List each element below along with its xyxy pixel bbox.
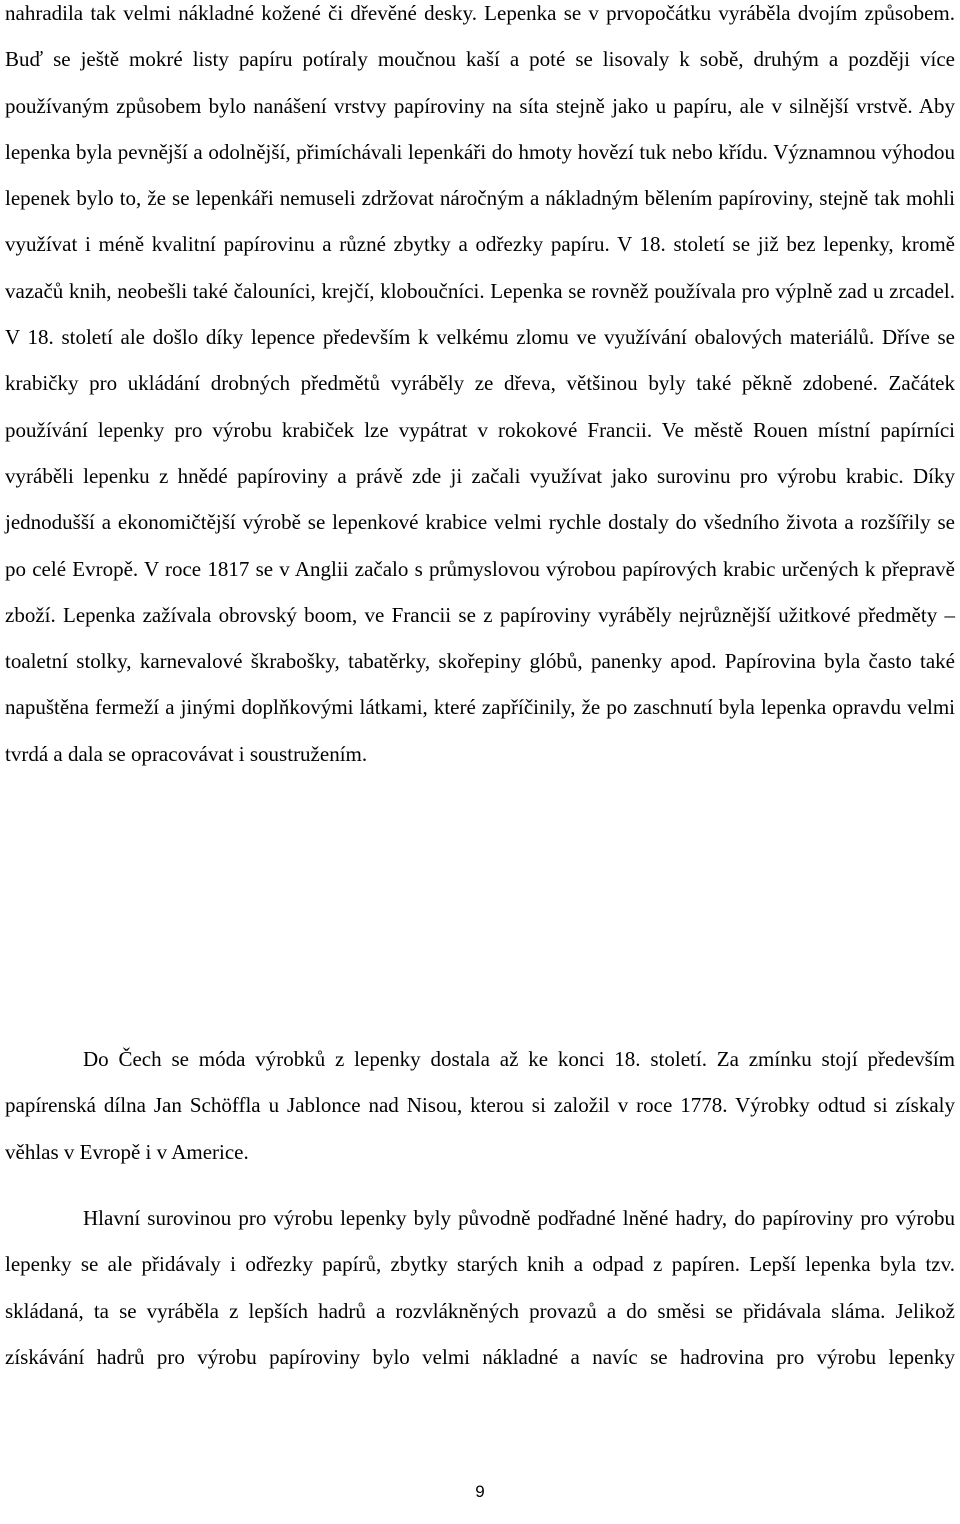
paragraph-raw-materials bbox=[5, 1195, 955, 1380]
paragraph-bohemia bbox=[5, 1036, 955, 1175]
paragraph-text: nahradila tak velmi nákladné kožené či dřevěné desky. Lepenka se v prvopočátku vyráběla dvojím způsobem. Buď se ještě mokré listy papíru potíraly moučnou kaší a poté se lisovaly k sobě, druhým a později více používaným způsobem bylo nanášení vrstvy papíroviny na síta stejně jako u papíru, ale v silnější vrstvě. Aby lepenka byla pevnější a odolnější, přimíchávali lepenkáři do hmoty hovězí tuk nebo křídu. Významnou výhodou lepenek bylo to, že se lepenkáři nemuseli zdržovat náročným a nákladným bělením papíroviny, stejně tak mohli využívat i méně kvalitní papírovinu a různé zbytky a odřezky papíru. V 18. století se již bez lepenky, kromě vazačů knih, neobešli také čalouníci, krejčí, kloboučníci. Lepenka se rovněž používala pro výplně zad u zrcadel. V 18. století ale došlo díky lepence především k velkému zlomu ve využívání obalových materiálů. Dříve se krabičky pro ukládání drobných předmětů vyráběly ze dřeva, většinou byly také pěkně zdobené. Začátek používání lepenky pro výrobu krabiček lze vypátrat v rokokové Francii. Ve městě Rouen místní papírníci vyráběli lepenku z hnědé papíroviny a právě zde ji začali využívat jako surovinu pro výrobu krabic. Díky jednodušší a ekonomičtější výrobě se lepenkové krabice velmi rychle dostaly do všedního života a rozšířily se po celé Evropě. V roce 1817 se v Anglii začalo s průmyslovou výrobou papírových krabic určených k přepravě zboží. Lepenka zažívala obrovský boom, ve Francii se z papíroviny vyráběly nejrůznější užitkové předměty – toaletní stolky, karnevalové škrabošky, tabatěrky, skořepiny glóbů, panenky apod. Papírovina byla často také napuštěna fermeží a jinými doplňkovými látkami, které zapříčinily, že po zaschnutí byla lepenka opravdu velmi tvrdá a dala se opracovávat i soustružením. bbox=[5, 1, 955, 766]
paragraph-text: Hlavní surovinou pro výrobu lepenky byly původně podřadné lněné hadry, do papíroviny pro výrobu lepenky se ale přidávaly i odřezky papírů, zbytky starých knih a odpad z papíren. Lepší lepenka byla tzv. skládaná, ta se vyráběla z lepších hadrů a rozvlákněných provazů a do směsi se přidávala sláma. Jelikož získávání hadrů pro výrobu papíroviny bylo velmi nákladné a navíc se hadrovina pro výrobu lepenky bbox=[5, 1206, 955, 1369]
paragraph-history-cardboard bbox=[5, 0, 955, 777]
paragraph-text: Do Čech se móda výrobků z lepenky dostala až ke konci 18. století. Za zmínku stojí především papírenská dílna Jan Schöffla u Jablonce nad Nisou, kterou si založil v roce 1778. Výrobky odtud si získaly věhlas v Evropě i v Americe. bbox=[5, 1047, 955, 1164]
page-number: 9 bbox=[475, 1482, 485, 1501]
